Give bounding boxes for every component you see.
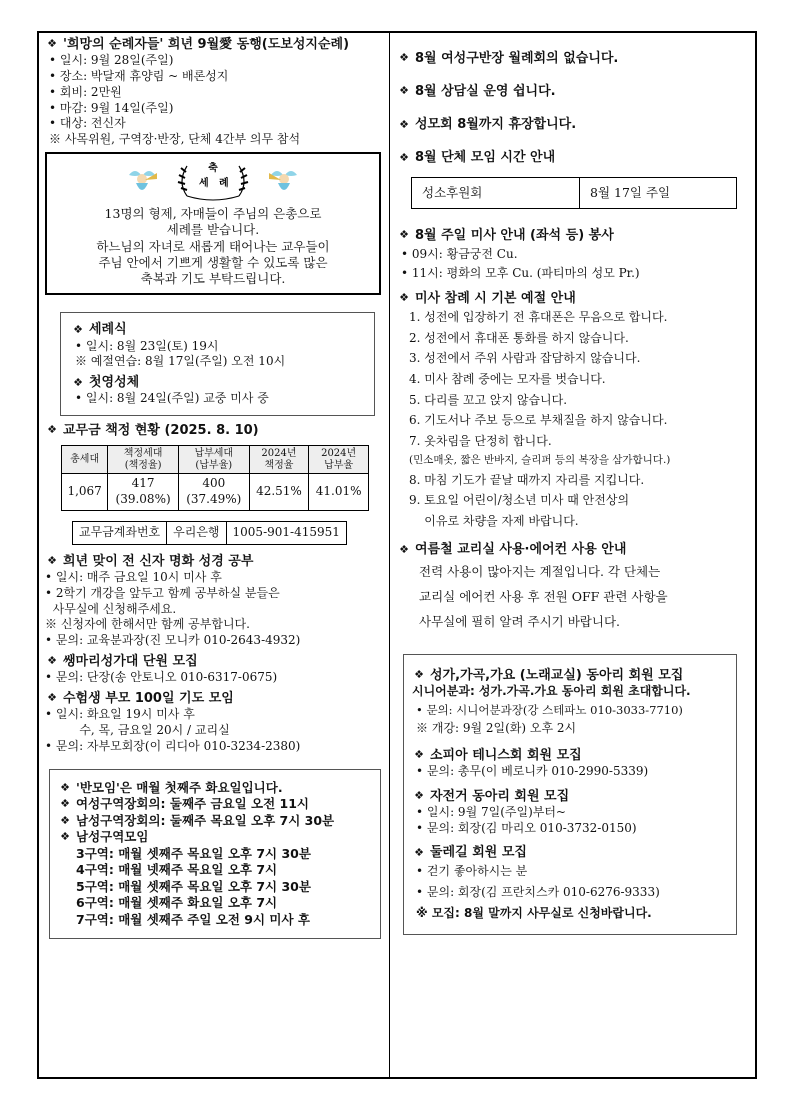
choir-section — [45, 653, 381, 686]
account-number: 1005-901-415951 — [226, 521, 346, 544]
section-heading: ❖ 교무금 책정 현황 (2025. 8. 10) — [45, 422, 381, 439]
list-item: • 09시: 황금궁전 Cu. — [401, 247, 518, 262]
diamond-icon: ❖ — [399, 542, 409, 556]
meeting-row: ❖ 남성구역장회의: 둘째주 목요일 오후 7시 30분 — [58, 813, 372, 830]
table-header: 2024년 납부율 — [309, 446, 369, 474]
notice-heading: ❖ 8월 단체 모임 시간 안내 — [397, 149, 749, 166]
list-item: • 문의: 교육분과장(진 모니카 010-2643-4932) — [45, 633, 301, 648]
list-item: 3. 성전에서 주위 사람과 잡담하지 않습니다. — [409, 351, 641, 366]
account-label: 교무금계좌번호 — [73, 521, 167, 544]
diamond-icon: ❖ — [399, 51, 409, 65]
table-cell: 1,067 — [62, 474, 108, 511]
diamond-icon: ❖ — [399, 117, 409, 131]
note: ※ 신청자에 한해서만 함께 공부합니다. — [45, 617, 250, 632]
diamond-icon: ❖ — [47, 691, 57, 705]
table-cell: 8월 17일 주일 — [580, 177, 737, 209]
list-item: 2. 성전에서 휴대폰 통화를 하지 않습니다. — [409, 330, 629, 345]
right-column — [397, 36, 749, 935]
diamond-icon: ❖ — [414, 845, 424, 859]
section-heading: ❖ 희년 맞이 전 신자 명화 성경 공부 — [45, 553, 381, 570]
section-heading: ❖ 소피아 테니스회 회원 모집 — [412, 747, 728, 764]
list-item: 5. 다리를 꼬고 앉지 않습니다. — [409, 392, 568, 407]
notice-heading: ❖ 성모회 8월까지 휴장합니다. — [397, 116, 749, 133]
diamond-icon: ❖ — [73, 322, 83, 336]
diamond-icon: ❖ — [47, 654, 57, 668]
list-item: • 문의: 단장(송 안토니오 010-6317-0675) — [45, 670, 278, 685]
list-item: 이유로 차량을 자제 바랍니다. — [409, 513, 579, 528]
left-column — [45, 36, 381, 939]
blessing-line: 하느님의 자녀로 새롭게 태어나는 교우들이 — [96, 238, 330, 254]
table-header: 납부세대 (납부율) — [178, 446, 249, 474]
table-cell: 성소후원회 — [412, 177, 580, 209]
note: ※ 예절연습: 8월 17일(주일) 오전 10시 — [75, 354, 286, 369]
list-item: • 2학기 개강을 앞두고 함께 공부하실 분들은 — [45, 585, 280, 600]
section-heading: ❖ 쌩마리성가대 단원 모집 — [45, 653, 381, 670]
table-cell: 41.01% — [309, 474, 369, 511]
list-item: • 일시: 매주 금요일 10시 미사 후 — [45, 569, 222, 584]
mass-section — [397, 227, 749, 282]
diamond-icon: ❖ — [399, 291, 409, 305]
baptism-box — [60, 312, 375, 416]
district-row: 5구역: 매월 셋째주 목요일 오후 7시 30분 — [76, 878, 311, 894]
list-item: 수, 목, 금요일 20시 / 교리실 — [45, 723, 230, 738]
section-heading: ❖ 수험생 부모 100일 기도 모임 — [45, 690, 381, 707]
list-item: • 문의: 시니어분과장(강 스테파노 010-3033-7710) — [416, 702, 683, 717]
list-item: 1. 성전에 입장하기 전 휴대폰은 무음으로 합니다. — [409, 310, 668, 325]
list-item: 8. 마침 기도가 끝날 때까지 자리를 지킵니다. — [409, 472, 645, 487]
blessing-line: 축복과 기도 부탁드립니다. — [140, 271, 286, 287]
svg-text:축: 축 — [208, 163, 218, 175]
district-row: 6구역: 매월 셋째주 화요일 오후 7시 — [76, 895, 278, 911]
prayer-section — [45, 690, 381, 755]
group-schedule-table — [411, 177, 737, 210]
svg-text:례: 례 — [219, 178, 229, 190]
angel-trumpet-icon — [125, 167, 159, 197]
diamond-icon: ❖ — [47, 37, 57, 51]
section-heading: ❖ 미사 참례 시 기본 예절 안내 — [397, 290, 749, 307]
note: ※ 개강: 9월 2일(화) 오후 2시 — [416, 720, 577, 735]
blessing-line: 13명의 형제, 자매들이 주님의 은총으로 — [104, 206, 322, 222]
section-heading: ❖ 자전거 동아리 회원 모집 — [412, 788, 728, 805]
list-item: • 문의: 자부모회장(이 리디아 010-3234-2380) — [45, 738, 301, 753]
paragraph-line: 전력 사용이 많아지는 계절입니다. 각 단체는 — [419, 563, 661, 579]
list-item: • 11시: 평화의 모후 Cu. (파티마의 성모 Pr.) — [401, 266, 640, 281]
list-item: 7. 옷차림을 단정히 합니다. — [409, 433, 552, 448]
bible-study-section — [45, 553, 381, 649]
meeting-row: ❖ 여성구역장회의: 둘째주 금요일 오전 11시 — [58, 796, 372, 813]
angel-trumpet-icon — [267, 167, 301, 197]
blessing-line: 세례를 받습니다. — [166, 222, 260, 238]
clubs-box — [403, 654, 737, 935]
meetings-box — [49, 769, 381, 940]
section-heading: ❖ 성가,가곡,가요 (노래교실) 동아리 회원 모집 — [412, 667, 728, 684]
section-heading: ❖ 여름철 교리실 사용·에어컨 사용 안내 — [397, 541, 749, 558]
section-heading: ❖ 8월 주일 미사 안내 (좌석 등) 봉사 — [397, 227, 749, 244]
note: (민소매옷, 짧은 반바지, 슬리퍼 등의 복장을 삼가합니다.) — [409, 454, 671, 467]
list-item: • 일시: 9월 7일(주일)부터~ — [416, 804, 566, 819]
diamond-icon: ❖ — [60, 830, 70, 844]
list-item: • 일시: 9월 28일(주일) — [49, 53, 174, 68]
table-cell: 42.51% — [249, 474, 309, 511]
diamond-icon: ❖ — [47, 554, 57, 568]
list-item: • 마감: 9월 14일(주일) — [49, 100, 174, 115]
column-divider — [389, 31, 390, 1079]
list-item: • 장소: 박달재 휴양림 ~ 배론성지 — [49, 68, 229, 83]
list-item: 4. 미사 참례 중에는 모자를 벗습니다. — [409, 371, 606, 386]
district-row: 7구역: 매월 셋째주 주일 오전 9시 미사 후 — [76, 911, 310, 927]
deadline-note: ※ 모집: 8월 말까지 사무실로 신청바랍니다. — [416, 906, 652, 921]
table-cell: 400 (37.49%) — [178, 474, 249, 511]
table-cell: 417 (39.08%) — [108, 474, 179, 511]
svg-text:세: 세 — [199, 178, 209, 190]
list-item: • 대상: 전신자 — [49, 116, 126, 131]
list-item: • 일시: 8월 24일(주일) 교중 미사 중 — [75, 391, 269, 406]
meeting-row: ❖ 남성구역모임 — [58, 829, 372, 846]
diamond-icon: ❖ — [60, 780, 70, 794]
diamond-icon: ❖ — [73, 375, 83, 389]
district-row: 4구역: 매월 넷째주 목요일 오후 7시 — [76, 862, 278, 878]
section-heading: ❖ 첫영성체 — [71, 374, 364, 391]
diamond-icon: ❖ — [414, 788, 424, 802]
list-item: • 일시: 8월 23일(토) 19시 — [75, 338, 219, 353]
subheading: 시니어분과: 성가.가곡.가요 동아리 회원 초대합니다. — [412, 683, 691, 698]
section-heading: ❖ 둘레길 회원 모집 — [412, 844, 728, 861]
meeting-row: ❖ '반모임'은 매월 첫째주 화요일입니다. — [58, 780, 372, 797]
diamond-icon: ❖ — [47, 423, 57, 437]
baptism-blessing-box — [45, 152, 381, 295]
list-item: • 회비: 2만원 — [49, 84, 122, 99]
table-header: 2024년 책정율 — [249, 446, 309, 474]
list-item: 9. 토요일 어린이/청소년 미사 때 안전상의 — [409, 493, 630, 508]
district-row: 3구역: 매월 셋째주 목요일 오후 7시 30분 — [76, 845, 311, 861]
notice-heading: ❖ 8월 상담실 운영 쉽니다. — [397, 83, 749, 100]
pilgrimage-section — [45, 36, 381, 148]
wreath-icon — [173, 160, 253, 204]
diamond-icon: ❖ — [414, 747, 424, 761]
list-item: • 문의: 회장(김 프란치스카 010-6276-9333) — [416, 885, 660, 900]
paragraph-line: 교리실 에어컨 사용 후 전원 OFF 관련 사항을 — [419, 588, 668, 604]
diamond-icon: ❖ — [60, 797, 70, 811]
list-item: • 걷기 좋아하시는 분 — [416, 864, 528, 879]
notice-heading: ❖ 8월 여성구반장 월례회의 없습니다. — [397, 50, 749, 67]
table-header: 책정세대 (책정율) — [108, 446, 179, 474]
etiquette-section — [397, 290, 749, 531]
diamond-icon: ❖ — [399, 84, 409, 98]
diamond-icon: ❖ — [399, 228, 409, 242]
account-table — [72, 521, 347, 545]
table-header: 총세대 — [62, 446, 108, 474]
paragraph-line: 사무실에 필히 알려 주시기 바랍니다. — [419, 613, 620, 629]
diamond-icon: ❖ — [60, 813, 70, 827]
diamond-icon: ❖ — [399, 150, 409, 164]
list-item: • 문의: 회장(김 마리오 010-3732-0150) — [416, 820, 637, 835]
note: ※ 사목위원, 구역장·반장, 단체 4간부 의무 참석 — [49, 132, 301, 147]
diamond-icon: ❖ — [414, 667, 424, 681]
list-item: 사무실에 신청해주세요. — [45, 601, 177, 616]
list-item: 6. 기도서나 주보 등으로 부채질을 하지 않습니다. — [409, 413, 668, 428]
section-heading: ❖ 세례식 — [71, 321, 364, 338]
summer-section — [397, 541, 749, 633]
fund-section — [45, 422, 381, 545]
bank-name: 우리은행 — [167, 521, 226, 544]
section-heading: ❖ '희망의 순례자들' 희년 9월愛 동행(도보성지순례) — [45, 36, 381, 53]
list-item: • 문의: 총무(이 베로니카 010-2990-5339) — [416, 763, 649, 778]
blessing-line: 주님 안에서 기쁘게 생활할 수 있도록 많은 — [98, 254, 328, 270]
list-item: • 일시: 화요일 19시 미사 후 — [45, 707, 195, 722]
fund-table — [61, 445, 369, 511]
